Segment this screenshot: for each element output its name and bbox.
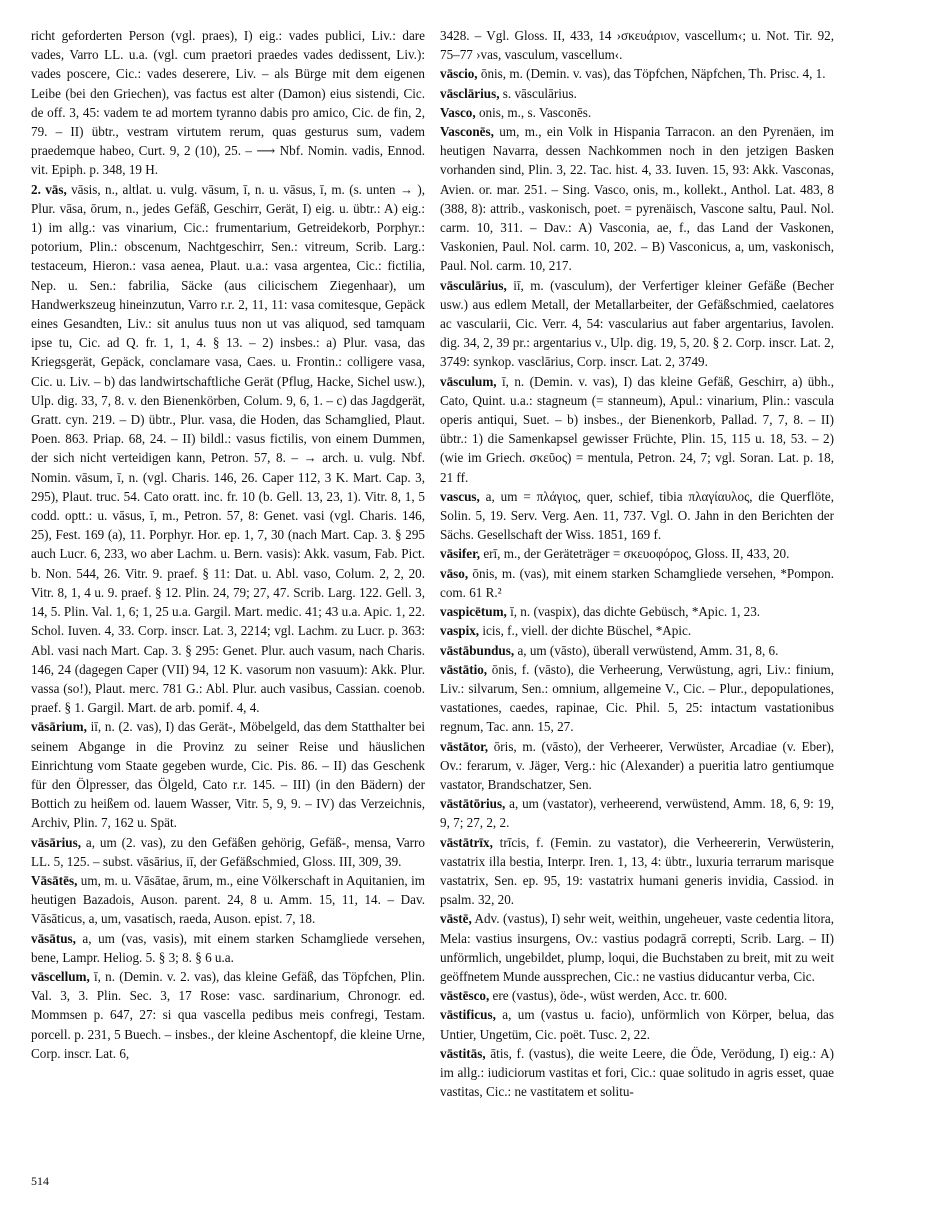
entry-headword: vāstātōrius, [440, 796, 506, 812]
entry-text: a, um = πλάγιος, quer, schief, tibia πλαγίαυλος, die Querflöte, Solin. 5, 19. Serv. Verg. Aen. 11, 737. Vgl. O. Jahn in den Berichten der Sächs. Gesellschaft der Wiss. 1851, 169 f. [440, 488, 834, 543]
entry-text: ōnis, f. (vāsto), die Verheerung, Verwüstung, agri, Liv.: finium, Liv.: silvarum, Sen.: omnium, allgemeine V., Cic. – Plur., depopulationes, vastationes, caedes, rapinae, Cic. Phil. 5, 25: intactum vastationibus regnum, Tac. ann. 15, 27. [440, 661, 834, 735]
entry-headword: vāscio, [440, 66, 478, 82]
dictionary-entry [31, 717, 425, 832]
dictionary-entry [440, 26, 834, 64]
entry-headword: 2. vās, [31, 181, 67, 197]
page-number: 514 [31, 1174, 49, 1188]
entry-headword: vāso, [440, 565, 469, 581]
dictionary-entry [440, 372, 834, 487]
entry-text: a, um (vastus u. facio), unförmlich von Körper, belua, das Untier, Ungetüm, Cic. poët. Tusc. 2, 22. [440, 1007, 834, 1042]
dictionary-entry [31, 833, 425, 871]
dictionary-entry [440, 602, 834, 621]
dictionary-entry [440, 641, 834, 660]
dictionary-entry [440, 564, 834, 602]
entry-headword: vāstēsco, [440, 988, 490, 1004]
dictionary-entry [440, 737, 834, 795]
dictionary-entry [440, 487, 834, 545]
entry-text: a, um (vāsto), überall verwüstend, Amm. 31, 8, 6. [514, 642, 779, 658]
entry-headword: Vasco, [440, 104, 476, 120]
left-column [31, 26, 425, 1063]
dictionary-entry [440, 909, 834, 986]
dictionary-entry [440, 276, 834, 372]
entry-text: richt geforderten Person (vgl. praes), I) eig.: vades publici, Liv.: dare vades, Varro LL. u.a. (vgl. cum praetori praedes vades dedissent, Liv.): vades poscere, Cic.: vades deserere, Liv. – als Bürge mit dem eigenen Leibe (bei den Griechen), vas factus est alter (Damon) eius sistendi, Cic. de off. 3, 45: vadem te ad mortem tyranno dabis pro amico, Cic. de fin, 2, 79. – II) übtr., vestram virtutem rerum, quas gesturus sum, vadem praedemque habeo, Curt. 9, 2 (10), 25. – ⟶ Nbf. Nomin. vadis, Ennod. vit. Epiph. p. 348, 19 H. [31, 28, 425, 178]
dictionary-entry [31, 967, 425, 1063]
entry-text: ere (vastus), öde-, wüst werden, Acc. tr. 600. [489, 988, 728, 1004]
entry-text: a, um (vastator), verheerend, verwüstend, Amm. 18, 6, 9: 19, 9, 7; 27, 2, 2. [440, 796, 834, 831]
entry-headword: vāsculārius, [440, 277, 507, 293]
entry-headword: vaspix, [440, 623, 480, 639]
entry-text: onis, m., s. Vasconēs. [475, 104, 592, 120]
entry-headword: vāsculum, [440, 373, 497, 389]
entry-headword: vāscellum, [31, 968, 90, 984]
entry-headword: vāsātus, [31, 930, 76, 946]
entry-text: ī, n. (vaspix), das dichte Gebüsch, *Apic. 1, 23. [506, 604, 761, 620]
entry-text: um, m. u. Vāsātae, ārum, m., eine Völkerschaft in Aquitanien, im heutigen Bazadois, Auson. parent. 24, 8 u. Amm. 15, 11, 14. – Dav. Vāsāticus, a, um, vasatisch, raeda, Auson. epist. 7, 18. [31, 872, 425, 927]
dictionary-entry [440, 122, 834, 276]
entry-text: Adv. (vastus), I) sehr weit, weithin, ungeheuer, vaste cedentia litora, Mela: vastius insurgens, Ov.: vastius podagrā correpti, Scrib. Larg. – II) unförmlich, ungebildet, plump, loqui, die Buchstaben zu breit, mit zu weit geöffnetem Munde aussprechen, Cic.: ne vastius diducantur verba, Cic. [440, 911, 834, 984]
entry-headword: vāstitās, [440, 1045, 486, 1061]
dictionary-entry [440, 833, 834, 910]
entry-headword: vāsifer, [440, 546, 481, 562]
entry-text: ātis, f. (vastus), die weite Leere, die Öde, Verödung, I) eig.: A) im allg.: iudiciorum vastitas et fori, Cic.: quae solitudo in agris esset, quae vastitas, Cic.: ne vastitatem et solitu- [440, 1045, 834, 1100]
dictionary-entry [31, 26, 425, 180]
dictionary-entry [440, 660, 834, 737]
entry-headword: vāstātor, [440, 738, 489, 754]
entry-text: iī, n. (2. vas), I) das Gerät-, Möbelgeld, das dem Statthalter bei seinem Abgange in die Provinz zu seiner Reise und häuslichen Einrichtung vom Staate gegeben wurde, Cic. Pis. 86. – II) das Geschenk für den Ölpresser, das Ölgeld, Cato r.r. 145. – III) (in den Bädern) der Bottich zu heißem od. lauem Wasser, Vitr. 5, 9, 9. – IV) das Verzeichnis, Archiv, Plin. 7, 162 u. Spät. [31, 719, 425, 831]
entry-headword: vāstātrīx, [440, 834, 493, 850]
entry-text: ī, n. (Demin. v. 2. vas), das kleine Gefäß, das Töpfchen, Plin. Val. 3, 3. Plin. Sec. 3, 17 Rose: vasc. sardinarium, Chronogr. ed. Mommsen p. 647, 27: si qua vascella pedibus meis confregi, Testam. porcell. p. 231, 5 Buech. – insbes., der kleine Aschentopf, die kleine Urne, Corp. inscr. Lat. 6, [31, 968, 425, 1061]
entry-headword: vāstē, [440, 911, 472, 927]
entry-text: ōnis, m. (vas), mit einem starken Schamgliede versehen, *Pompon. com. 61 R.² [440, 565, 834, 600]
entry-text: vāsis, n., altlat. u. vulg. vāsum, ī, n. u. vāsus, ī, m. (s. unten → ), Plur. vāsa, ōrum, n., jedes Gefäß, Geschirr, Gerät, I) eig. u. übtr.: A) eig.: 1) im allg.: vas vinarium, Cic.: frumentarium, Getreidekorb, Porphyr.: potorium, Plin.: obscenum, Nachtgeschirr, Sen.: vitreum, Scrib. Larg.: testaceum, Hieron.: vasa aenea, Plaut. u.a.: vasa argentea, Cic.: fictilia, Nep. u. Sen.: fabrilia, Säcke (aus cilicischem Ziegenhaar), um Handwerkszeug hineinzutun, Varro r.r. 2, 11, 11: vasa comitesque, Gepäck eines Gesandten, Liv.: sit anulus tuus non ut vas aliquod, sed tamquam ipse tu, Cic. ad Q. fr. 1, 1, 4. § 13. – 2) insbes.: a) Plur. vasa, das Kriegsgerät, Gepäck, conclamare vasa, Caes. u. Frontin.: colligere vasa, Cic. u. Liv. – b) das landwirtschaftliche Gerät (Pflug, Hacke, Sichel usw.), Ulp. dig. 33, 7, 8. v. den Bienenkörben, Colum. 9, 6, 1. – c) das Jagdgerät, Gratt. cyn. 219. – D) übtr., Plur. vasa, die Hoden, das Schamglied, Plaut. Poen. 863. Priap. 68, 24. – II) bildl.: vasus fictilis, von einem Dummen, der sich nicht verteidigen kann, Petron. 57, 8. – → arch. u. vulg. Nbf. Nomin. vāsum, ī, n. (vgl. Charis. 146, 26. Caper 112, 3 K. Mart. Cap. 3, 295), Plaut. truc. 54. Cato oratt. inc. fr. 10 (b. Gell. 13, 23, 1). Vitr. 8, 1, 5 codd. optt.: u. vāsus, ī, m., Petron. 57, 8: Genet. vasi (vgl. Charis. 146, 25), Fest. 169 (a), 11. Porphyr. Hor. ep. 1, 7, 30 (nach Mart. Cap. 3. § 295 auch Lucr. 6, 233, wo aber Lachm. u. Bern. vasis): Akk. vasum, Fab. Pict. b. Non. 544, 26. Vitr. 9. praef. § 11: Dat. u. Abl. vaso, Colum. 2, 2, 20. Vitr. 8, 1, 4 u. 9. praef. § 12. Plin. 24, 79; 27, 47. Scrib. Larg. 122. Gell. 3, 14, 5. Plin. Val. 1, 6; 1, 25 u.a. Gargil. Mart. medic. 41; 43 u.a. Apic. 1, 22. Schol. Iuven. 4, 33. Corp. inscr. Lat. 3, 2214; vgl. Lachm. zu Lucr. p. 363: Abl. vasi nach Mart. Cap. 3. § 295: Genet. Plur. auch vasum, nach Charis. 146, 24 (dagegen Caper (VII) 94, 12 K. vasorum non vasuum): Akk. Plur. vassa (so!), Plaut. merc. 781 G.: Abl. Plur. auch vasibus, Cassian. coenob. praef. § 1. Gargil. Mart. de arb. pomif. 4, 4. [31, 181, 426, 716]
entry-headword: vāstābundus, [440, 642, 515, 658]
dictionary-entry [31, 180, 425, 718]
entry-text: um, m., ein Volk in Hispania Tarracon. an den Pyrenäen, im heutigen Navarra, dessen Nachkommen noch in den jetzigen Basken vorhanden sind, Plin. 3, 22. Tac. hist. 4, 33. Iuven. 15, 93: Akk. Vasconas, Avien. or. mar. 251. – Sing. Vasco, onis, m., kollekt., Anthol. Lat. 483, 8 (388, 8): attrib., vaskonisch, poet. = pyrenäisch, Vascone saltu, Paul. Nol. carm. 10, 311. – Dav.: A) Vasconia, ae, f., das Land der Vaskonen, Vaskonien, Paul. Nol. carm. 10, 202. – B) Vasconicus, a, um, vaskonisch, Paul. Nol. carm. 10, 217. [440, 124, 834, 274]
entry-headword: vaspicētum, [440, 604, 507, 620]
entry-text: ōnis, m. (Demin. v. vas), das Töpfchen, Näpfchen, Th. Prisc. 4, 1. [477, 66, 826, 82]
dictionary-entry [440, 621, 834, 640]
dictionary-entry [440, 1044, 834, 1102]
dictionary-entry [440, 103, 834, 122]
dictionary-entry [31, 929, 425, 967]
entry-text: 3428. – Vgl. Gloss. II, 433, 14 ›σκευάριον, vascellum‹; u. Not. Tir. 92, 75–77 ›vas, vasculum, vascellum‹. [440, 28, 834, 63]
dictionary-entry [31, 871, 425, 929]
entry-text: a, um (2. vas), zu den Gefäßen gehörig, Gefäß-, mensa, Varro LL. 5, 125. – subst. vāsārius, iī, der Gefäßschmied, Gloss. III, 309, 39. [31, 834, 425, 869]
entry-headword: vāsārius, [31, 834, 82, 850]
entry-headword: vascus, [440, 488, 480, 504]
entry-headword: vāsārium, [31, 719, 87, 735]
entry-text: ōris, m. (vāsto), der Verheerer, Verwüster, Arcadiae (v. Eber), Ov.: ferarum, v. Jäger, Verg.: hic (Alexander) a pueritia latro gentiumque vastator, Brandschatzer, Sen. [440, 738, 834, 792]
entry-headword: vāstificus, [440, 1007, 496, 1023]
entry-text: erī, m., der Geräteträger = σκευοφόρος, Gloss. II, 433, 20. [480, 546, 790, 562]
entry-text: s. vāsculārius. [499, 85, 577, 101]
dictionary-entry [440, 84, 834, 103]
dictionary-entry [440, 64, 834, 83]
dictionary-entry [440, 1005, 834, 1043]
entry-text: a, um (vas, vasis), mit einem starken Schamgliede versehen, bene, Lampr. Heliog. 5. § 3; 8. § 6 u.a. [31, 930, 425, 965]
entry-headword: vāstātio, [440, 661, 488, 677]
entry-text: iī, m. (vasculum), der Verfertiger kleiner Gefäße (Becher usw.) aus edlem Metall, der Metallarbeiter, der Gefäßschmied, caelatores ac vascularii, Cic. Verr. 4, 54: vascularius aut faber argentarius, Iavolen. dig. 34, 2, 39 pr.: argentarius v., Ulp. dig. 19, 5, 20. § 2. Corp. inscr. Lat. 2, 3749: synkop. vasclārius, Corp. inscr. Lat. 2, 3749. [440, 277, 834, 370]
entry-headword: vāsclārius, [440, 85, 500, 101]
entry-text: ī, n. (Demin. v. vas), I) das kleine Gefäß, Geschirr, a) übh., Cato, Quint. u.a.: stagneum (= stanneum), Apul.: vinarium, Plin.: vascula operis antiqui, Suet. – b) insbes., der Bienenkorb, Pallad. 7, 7, 8. – II) übtr.: 1) die Samenkapsel gewisser Früchte, Plin. 15, 115 u. 18, 53. – 2) (wie im Griech. σκεῦος) = mentula, Petron. 24, 7; vgl. Soran. Lat. p. 18, 21 ff. [440, 373, 834, 485]
right-column [440, 26, 834, 1101]
entry-text: trīcis, f. (Femin. zu vastator), die Verheererin, Verwüsterin, vastatrix illa bestia, Interpr. Iren. 1, 13, 4: übtr., luxuria terrarum marisque vastatrix, Sen. ep. 95, 19: vastatrix humani generis invidia, Cassiod. in psalm. 32, 20. [440, 834, 834, 908]
dictionary-entry [440, 794, 834, 832]
entry-headword: Vasconēs, [440, 124, 494, 140]
entry-text: icis, f., viell. der dichte Büschel, *Apic. [479, 623, 692, 639]
dictionary-entry [440, 544, 834, 563]
dictionary-entry [440, 986, 834, 1005]
entry-headword: Vāsātēs, [31, 872, 78, 888]
